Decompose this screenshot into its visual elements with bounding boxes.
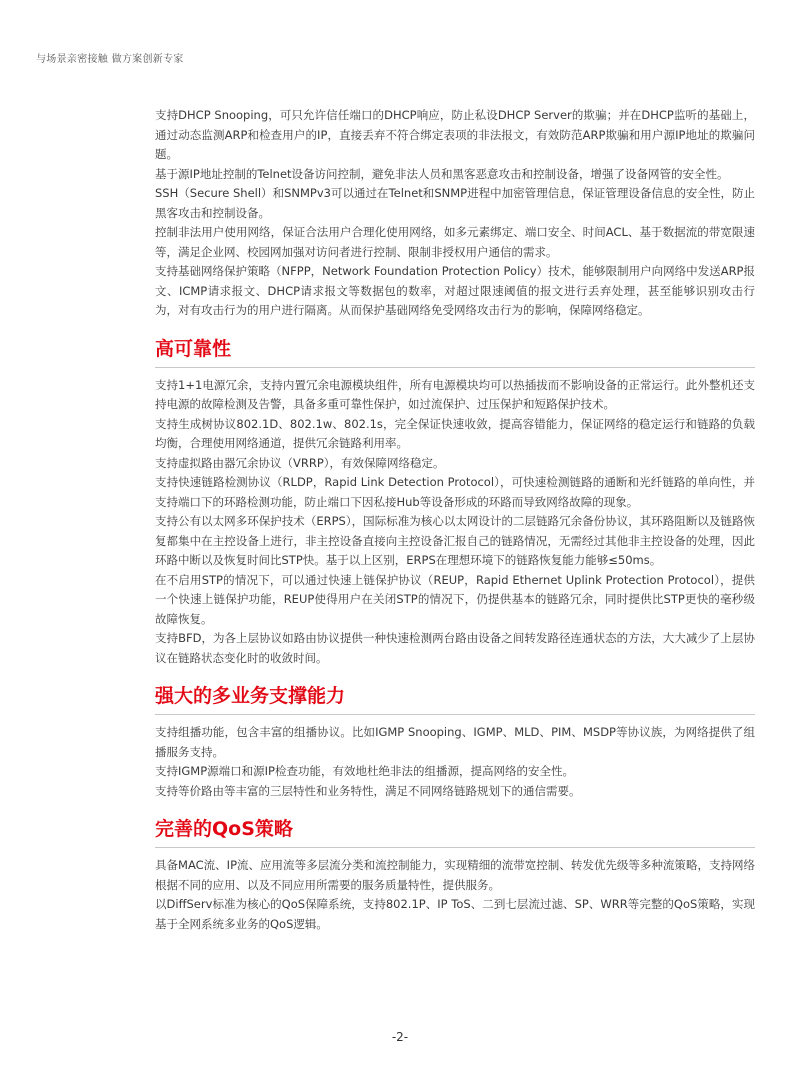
- intro-paragraph-5: 支持基础网络保护策略（NFPP，Network Foundation Protection Policy）技术，能够限制用户向网络中发送ARP报文、ICMP请求报文、DHCP请求报文等数据包的数率，对超过限速阈值的报文进行丢弃处理，甚至能够识别攻击行为，对有攻击行为的用户进行隔离。从而保护基础网络免受网络攻击行为的影响，保障网络稳定。: [155, 264, 755, 317]
- page-content: [155, 106, 755, 934]
- section-paragraph: 支持公有以太网多环保护技术（ERPS），国际标准为核心以太网设计的二层链路冗余备份协议，其环路阻断以及链路恢复都集中在主控设备上进行，非主控设备直接向主控设备汇报自己的链路情况，无需经过其他非主控设备的处理，因此环路中断以及恢复时间比STP快。基于以上区别，ERPS在理想环境下的链路恢复能力能够≤50ms。: [155, 514, 755, 567]
- section-paragraph: 具备MAC流、IP流、应用流等多层流分类和流控制能力，实现精细的流带宽控制、转发优先级等多种流策略，支持网络根据不同的应用、以及不同应用所需要的服务质量特性，提供服务。: [155, 858, 755, 892]
- section-paragraph: 支持BFD，为各上层协议如路由协议提供一种快速检测两台路由设备之间转发路径连通状态的方法，大大减少了上层协议在链路状态变化时的收敛时间。: [155, 631, 755, 665]
- section-paragraph: 支持组播功能，包含丰富的组播协议。比如IGMP Snooping、IGMP、MLD、PIM、MSDP等协议族，为网络提供了组播服务支持。: [155, 725, 755, 759]
- intro-block: [155, 106, 755, 321]
- section-paragraph: 以DiffServ标准为核心的QoS保障系统，支持802.1P、IP ToS、二到七层流过滤、SP、WRR等完整的QoS策略，实现基于全网系统多业务的QoS逻辑。: [155, 897, 755, 931]
- section-title: 完善的QoS策略: [155, 818, 293, 840]
- section-paragraph: 支持1+1电源冗余，支持内置冗余电源模块组件，所有电源模块均可以热插拔而不影响设备的正常运行。此外整机还支持电源的故障检测及告警，具备多重可靠性保护，如过流保护、过压保护和短路保护技术。: [155, 377, 755, 411]
- section-divider: [155, 847, 755, 848]
- intro-paragraph-3: SSH（Secure Shell）和SNMPv3可以通过在Telnet和SNMP进程中加密管理信息，保证管理设备信息的安全性，防止黑客攻击和控制设备。: [155, 186, 755, 220]
- section-divider: [155, 367, 755, 368]
- header-tagline: 与场景亲密接触 做方案创新专家: [36, 54, 184, 65]
- section-divider: [155, 714, 755, 715]
- section-paragraph: 支持虚拟路由器冗余协议（VRRP），有效保障网络稳定。: [155, 455, 445, 470]
- intro-paragraph-2: 基于源IP地址控制的Telnet设备访问控制，避免非法人员和黑客恶意攻击和控制设备，增强了设备网管的安全性。: [155, 166, 729, 181]
- section-qos: [155, 815, 755, 934]
- intro-paragraph-1: 支持DHCP Snooping，可只允许信任端口的DHCP响应，防止私设DHCP Server的欺骗；并在DHCP监听的基础上，通过动态监测ARP和检查用户的IP，直接丢弃不符合绑定表项的非法报文，有效防范ARP欺骗和用户源IP地址的欺骗问题。: [155, 108, 755, 161]
- section-paragraph: 支持快速链路检测协议（RLDP，Rapid Link Detection Protocol），可快速检测链路的通断和光纤链路的单向性，并支持端口下的环路检测功能，防止端口下因私接Hub等设备形成的环路而导致网络故障的现象。: [155, 475, 755, 509]
- section-multi-service: [155, 682, 755, 801]
- section-paragraph: 支持IGMP源端口和源IP检查功能，有效地杜绝非法的组播源，提高网络的安全性。: [155, 764, 574, 778]
- page-number: -2-: [391, 1030, 409, 1044]
- section-title: 强大的多业务支撑能力: [155, 685, 346, 707]
- section-high-reliability: [155, 335, 755, 669]
- intro-paragraph-4: 控制非法用户使用网络，保证合法用户合理化使用网络，如多元素绑定、端口安全、时间ACL、基于数据流的带宽限速等，满足企业网、校园网加强对访问者进行控制、限制非授权用户通信的需求。: [155, 225, 755, 259]
- section-title: 高可靠性: [155, 337, 232, 360]
- section-paragraph: 在不启用STP的情况下，可以通过快速上链保护协议（REUP，Rapid Ethernet Uplink Protection Protocol），提供一个快速上链保护功能，REUP使得用户在关闭STP的情况下，仍提供基本的链路冗余，同时提供比STP更快的毫秒级故障恢复。: [155, 572, 755, 626]
- section-paragraph: 支持生成树协议802.1D、802.1w、802.1s，完全保证快速收敛，提高容错能力，保证网络的稳定运行和链路的负载均衡，合理使用网络通道，提供冗余链路利用率。: [155, 416, 755, 450]
- section-paragraph: 支持等价路由等丰富的三层特性和业务特性，满足不同网络链路规划下的通信需要。: [155, 783, 581, 798]
